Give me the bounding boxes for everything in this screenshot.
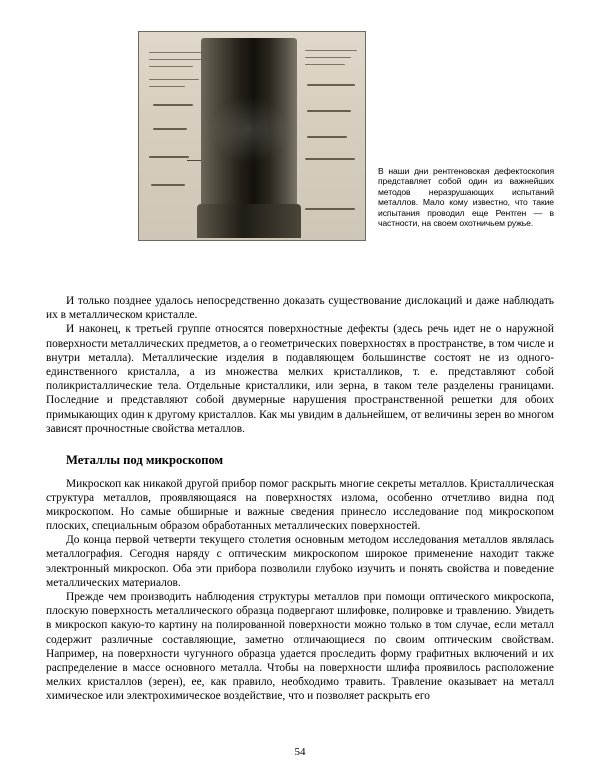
handwriting-stroke [305,158,355,160]
handwriting-stroke [149,79,199,80]
handwriting-stroke [305,208,355,210]
handwriting-stroke [149,86,185,87]
radiographed-object-base [197,204,301,238]
handwriting-stroke [305,50,357,51]
handwriting-stroke [307,136,347,138]
handwriting-stroke [149,59,204,60]
figure-image [138,31,366,241]
section-title: Металлы под микроскопом [66,452,224,467]
handwriting-stroke [149,156,189,158]
handwriting-stroke [151,184,185,186]
handwriting-stroke [305,57,351,58]
paragraph: Прежде чем производить наблюдения структуры металлов при помощи оптического микроскопа, плоскую поверхность металлического образца подвергают шлифовке, полировке и травлению. Увидеть в микроскоп какую-то картину на полированной поверхности можно только в том случае, если металл содержит различные составляющие, заметно отличающиеся по своим оптическим свойствам. Например, на поверхности чугунного образца удается проследить форму графитных включений и их распределение в массе основного металла. Чтобы на поверхности шлифа проявилось расположение мелких кристаллов (зерен), ее, как правило, необходимо травить. Травление оказывает на металл химическое или электрохимическое воздействие, что и позволяет раскрыть его [46,591,554,703]
page-number: 54 [294,746,306,758]
paragraph: И наконец, к третьей группе относятся поверхностные дефекты (здесь речь идет не о наружной поверхности металлических предметов, а о геометрических поверхностях в пространстве, в том числе и внутри металла). Металлические изделия в подавляющем большинстве состоят не из одного-единственного кристалла, а из множества мелких кристалликов, т. е. представляют собой поликристаллические тела. Отдельные кристаллики, или зерна, в таком теле разделены границами. Последние и представляют собой двумерные нарушения пространственной решетки для обоих примыкающих один к другому кристаллов. Как мы увидим в дальнейшем, от величины зерен во многом зависят прочностные свойства металлов. [46,323,554,435]
handwriting-stroke [307,84,355,86]
handwriting-stroke [153,104,193,106]
figure-caption: В наши дни рентгеновская дефектоскопия представляет собой один из важнейших методов неразрушающих испытаний металлов. Мало кому известно, что такие испытания проводил еще Рентген — в частности, на своем охотничьем ружье. [378,166,554,229]
handwriting-stroke [153,128,187,130]
handwriting-stroke [307,110,351,112]
paragraph: И только позднее удалось непосредственно доказать существование дислокаций и даже наблюдать их в металлическом кристалле. [46,295,554,322]
handwriting-stroke [305,64,345,65]
body-text [46,294,554,704]
paragraph: До конца первой четверти текущего столетия основным методом исследования металлов являлась металлография. Сегодня наряду с оптическим микроскопом широкое применение находит также электронный микроскоп. Оба эти прибора позволили глубоко изучить и понять свойства и поведение металлических материалов. [46,534,554,589]
figure-block [46,26,554,248]
paragraph: Микроскоп как никакой другой прибор помог раскрыть многие секреты металлов. Кристаллическая структура металлов, проявляющаяся на поверхностях излома, особенно отчетливо видна под микроскопом. Но самые обширные и важные сведения принесло исследование под микроскопом плоских, специальным образом обработанных металлических поверхностей. [46,477,554,533]
handwriting-stroke [149,66,193,67]
